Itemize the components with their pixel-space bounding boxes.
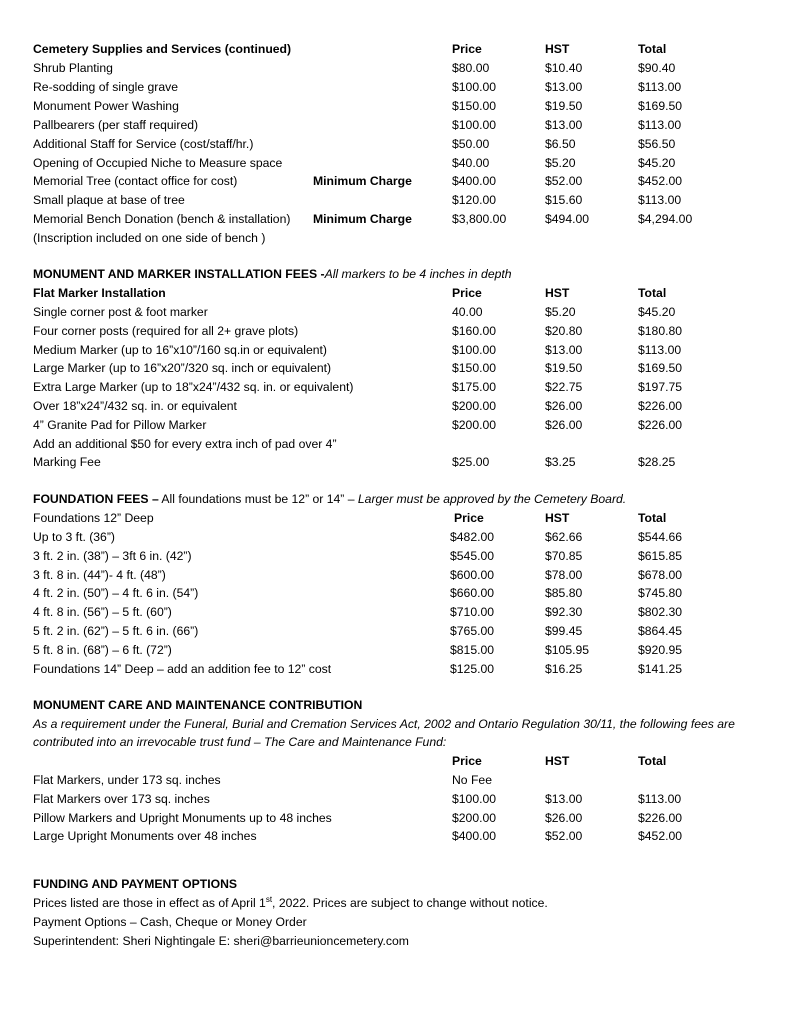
row-hst: $22.75 (545, 380, 583, 395)
row-label: Foundations 14” Deep – add an addition fee to 12” cost (33, 661, 332, 676)
row-hst: $26.00 (545, 810, 583, 825)
markers-subheading: Flat Marker Installation (33, 286, 166, 300)
row-price: $545.00 (450, 548, 495, 563)
row-total: $28.25 (638, 455, 676, 470)
row-total: $56.50 (638, 136, 676, 151)
supplies-heading: Cemetery Supplies and Services (continued) (33, 42, 292, 56)
row-hst: $99.45 (545, 624, 583, 638)
row-total: $169.50 (638, 361, 683, 376)
row-hst: $85.80 (545, 586, 583, 601)
row-total: $678.00 (638, 567, 683, 582)
funding-line1-sup: st (265, 894, 273, 904)
row-label: Opening of Occupied Niche to Measure space (33, 155, 283, 170)
row-price: $200.00 (452, 810, 497, 825)
row-total: $197.75 (638, 380, 683, 395)
row-total: $113.00 (638, 791, 682, 806)
row-price: $120.00 (452, 193, 497, 208)
row-total: $113.00 (638, 342, 682, 357)
row-hst: $26.00 (545, 417, 583, 432)
row-total: $226.00 (638, 399, 683, 413)
row-label: Flat Markers, under 173 sq. inches (33, 773, 221, 787)
row-total: $226.00 (638, 810, 683, 825)
row-total: $226.00 (638, 417, 683, 432)
row-label: 3 ft. 2 in. (38”) – 3ft 6 in. (42”) (33, 548, 192, 563)
row-total: $864.45 (638, 624, 683, 638)
row-label: Small plaque at base of tree (33, 193, 185, 208)
row-hst: $15.60 (545, 193, 583, 208)
row-price: $160.00 (452, 323, 497, 338)
row-hst: $105.95 (545, 642, 590, 657)
row-price: $482.00 (450, 530, 495, 544)
foundation-heading: FOUNDATION FEES – (33, 492, 159, 506)
row-price: No Fee (452, 773, 492, 787)
row-label: 4 ft. 8 in. (56”) – 5 ft. (60”) (33, 605, 172, 620)
row-hst: $19.50 (545, 361, 583, 376)
row-total: $544.66 (638, 530, 683, 544)
row-hst: $13.00 (545, 79, 583, 94)
care-col-price: Price (452, 754, 482, 768)
care-col-hst: HST (545, 754, 570, 768)
row-price: $200.00 (452, 399, 497, 413)
row-total: $113.00 (638, 193, 682, 208)
row-label: 3 ft. 8 in. (44”)- 4 ft. (48”) (33, 567, 166, 582)
foundation-heading-line (33, 491, 626, 507)
row-hst: $6.50 (545, 136, 576, 151)
row-total: $141.25 (638, 661, 683, 676)
row-price: $815.00 (450, 642, 495, 657)
row-label: Pallbearers (per staff required) (33, 117, 199, 132)
row-label: Re-sodding of single grave (33, 79, 178, 94)
row-hst: $3.25 (545, 455, 576, 470)
row-hst: $62.66 (545, 530, 583, 544)
row-price: $25.00 (452, 455, 490, 470)
row-label: Medium Marker (up to 16”x10”/160 sq.in or equivalent) (33, 342, 327, 357)
row-price: $100.00 (452, 791, 497, 806)
row-price: $50.00 (452, 136, 490, 151)
row-label: 4” Granite Pad for Pillow Marker (33, 417, 207, 432)
row-label: Memorial Bench Donation (bench & installation) (33, 212, 291, 227)
foundation-col-price: Price (454, 511, 484, 525)
row-total: $45.20 (638, 305, 676, 319)
row-label: Four corner posts (required for all 2+ grave plots) (33, 323, 299, 338)
row-price: $400.00 (452, 829, 497, 844)
row-price: $200.00 (452, 417, 497, 432)
foundation-col-total: Total (638, 511, 667, 525)
row-total: $452.00 (638, 829, 683, 844)
row-total: $180.80 (638, 323, 683, 338)
funding-line1-pre: Prices listed are those in effect as of April 1 (33, 896, 266, 910)
markers-col-hst: HST (545, 286, 570, 300)
row-total: $452.00 (638, 174, 683, 189)
funding-effective-date (33, 895, 548, 911)
row-price: $660.00 (450, 586, 495, 601)
supplies-col-total: Total (638, 42, 667, 56)
row-price: $150.00 (452, 361, 497, 376)
row-total: $169.50 (638, 98, 683, 113)
row-hst: $494.00 (545, 212, 590, 227)
row-hst: $16.25 (545, 661, 583, 676)
care-heading: MONUMENT CARE AND MAINTENANCE CONTRIBUTION (33, 698, 363, 712)
markers-heading-note: All markers to be 4 inches in depth (324, 267, 512, 281)
foundation-heading-text: All foundations must be 12” or 14” – (158, 492, 358, 506)
row-hst: $13.00 (545, 342, 583, 357)
row-hst: $70.85 (545, 548, 583, 563)
row-total: $4,294.00 (638, 212, 693, 227)
row-hst: $26.00 (545, 399, 583, 413)
row-label: Large Upright Monuments over 48 inches (33, 829, 257, 844)
row-note: Minimum Charge (313, 174, 412, 189)
row-hst: $13.00 (545, 117, 583, 132)
row-hst: $52.00 (545, 829, 583, 844)
markers-heading-line (33, 266, 512, 282)
row-price: $150.00 (452, 98, 497, 113)
row-hst: $5.20 (545, 155, 576, 170)
row-price: $100.00 (452, 342, 497, 357)
row-hst: $5.20 (545, 305, 576, 319)
row-total: $90.40 (638, 61, 676, 75)
row-price: 40.00 (452, 305, 483, 319)
markers-col-price: Price (452, 286, 482, 300)
row-total: $45.20 (638, 155, 676, 170)
row-label: 5 ft. 8 in. (68”) – 6 ft. (72”) (33, 642, 172, 657)
row-price: $100.00 (452, 117, 497, 132)
row-price: $600.00 (450, 567, 495, 582)
row-hst: $20.80 (545, 323, 583, 338)
row-hst: $52.00 (545, 174, 583, 189)
row-price: $80.00 (452, 61, 490, 75)
funding-heading: FUNDING AND PAYMENT OPTIONS (33, 877, 238, 891)
row-total: $615.85 (638, 548, 683, 563)
row-label: 4 ft. 2 in. (50”) – 4 ft. 6 in. (54”) (33, 586, 199, 601)
row-label: Up to 3 ft. (36”) (33, 530, 115, 544)
row-price: $765.00 (450, 624, 495, 638)
row-hst: $78.00 (545, 567, 583, 582)
row-total: $920.95 (638, 642, 683, 657)
care-col-total: Total (638, 754, 667, 768)
row-label: Monument Power Washing (33, 98, 179, 113)
row-price: $100.00 (452, 79, 497, 94)
row-price: $125.00 (450, 661, 495, 676)
row-note: Minimum Charge (313, 212, 412, 227)
row-label: Marking Fee (33, 455, 101, 470)
row-label: Extra Large Marker (up to 18”x24”/432 sq. in. or equivalent) (33, 380, 354, 395)
row-label: Large Marker (up to 16”x20”/320 sq. inch or equivalent) (33, 361, 332, 376)
row-hst: $10.40 (545, 61, 583, 75)
row-label: Additional Staff for Service (cost/staff/hr.) (33, 136, 254, 151)
row-total: $802.30 (638, 605, 683, 620)
row-label: Add an additional $50 for every extra inch of pad over 4” (33, 436, 337, 451)
row-price: $175.00 (452, 380, 497, 395)
row-hst: $92.30 (545, 605, 583, 620)
row-total: $113.00 (638, 117, 682, 132)
row-label: Memorial Tree (contact office for cost) (33, 174, 238, 189)
markers-heading: MONUMENT AND MARKER INSTALLATION FEES - (33, 267, 325, 281)
funding-line1-post: , 2022. Prices are subject to change without notice. (272, 896, 548, 910)
foundation-subheading: Foundations 12” Deep (33, 511, 154, 525)
row-label: (Inscription included on one side of bench ) (33, 231, 266, 246)
foundation-col-hst: HST (545, 511, 570, 525)
row-label: Flat Markers over 173 sq. inches (33, 791, 210, 806)
row-price: $400.00 (452, 174, 497, 189)
foundation-heading-note: Larger must be approved by the Cemetery Board. (357, 492, 627, 506)
supplies-col-hst: HST (545, 42, 570, 56)
row-price: $40.00 (452, 155, 490, 170)
care-paragraph: As a requirement under the Funeral, Burial and Cremation Services Act, 2002 and Ontario Regulation 30/11, the following fees are contributed into an irrevocable trust fund – The Care and Maintenance Fund: (33, 717, 735, 749)
row-hst: $19.50 (545, 98, 583, 113)
row-label: Pillow Markers and Upright Monuments up to 48 inches (33, 810, 332, 825)
row-price: $710.00 (450, 605, 495, 620)
row-label: Over 18”x24”/432 sq. in. or equivalent (33, 399, 237, 413)
funding-superintendent: Superintendent: Sheri Nightingale E: sheri@barrieunioncemetery.com (33, 934, 409, 948)
row-hst: $13.00 (545, 791, 583, 806)
row-price: $3,800.00 (452, 212, 507, 227)
row-label: Single corner post & foot marker (33, 305, 208, 319)
row-label: Shrub Planting (33, 61, 113, 75)
row-total: $113.00 (638, 79, 682, 94)
markers-col-total: Total (638, 286, 667, 300)
supplies-col-price: Price (452, 42, 482, 56)
funding-payment-options: Payment Options – Cash, Cheque or Money Order (33, 915, 307, 929)
row-label: 5 ft. 2 in. (62”) – 5 ft. 6 in. (66”) (33, 624, 199, 638)
row-total: $745.80 (638, 586, 683, 601)
